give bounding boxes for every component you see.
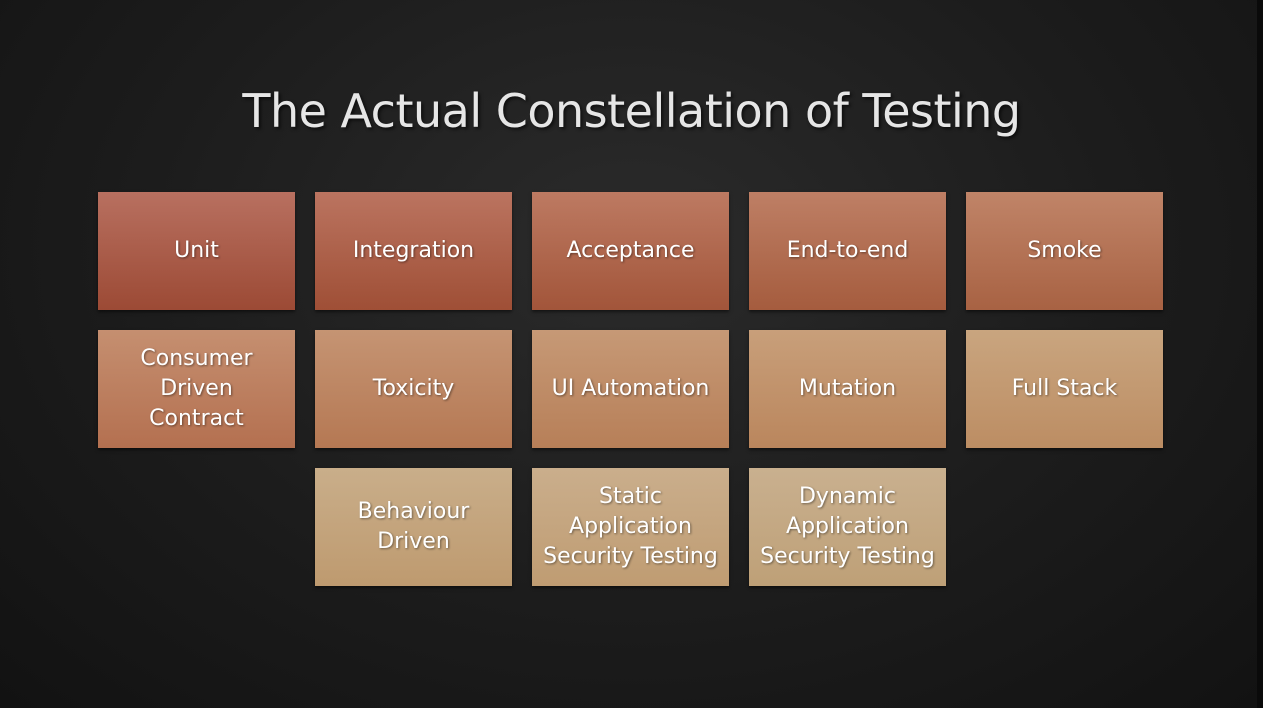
tile-label: Smoke <box>1027 238 1102 263</box>
tile-unit <box>98 192 295 310</box>
tile-integration <box>315 192 512 310</box>
tile-consumer-driven-contract <box>98 330 295 448</box>
tile-label: Dynamic Application Security Testing <box>760 484 935 569</box>
tile-end-to-end <box>749 192 946 310</box>
tile-dast <box>749 468 946 586</box>
tile-label: Acceptance <box>566 238 695 263</box>
tile-label: Toxicity <box>372 376 455 401</box>
tile-label: Static Application Security Testing <box>543 484 718 569</box>
tile-label: Integration <box>352 238 475 263</box>
tile-behaviour-driven <box>315 468 512 586</box>
slide-title: The Actual Constellation of Testing <box>242 84 1021 138</box>
tile-full-stack <box>966 330 1163 448</box>
tile-ui-automation <box>532 330 729 448</box>
tile-smoke <box>966 192 1163 310</box>
tile-label: End-to-end <box>786 238 909 263</box>
tile-label: UI Automation <box>551 376 710 401</box>
tile-label: Behaviour Driven <box>357 499 470 554</box>
tile-label: Full Stack <box>1011 376 1118 401</box>
tile-toxicity <box>315 330 512 448</box>
tile-mutation <box>749 330 946 448</box>
tile-label: Unit <box>174 238 219 263</box>
tile-acceptance <box>532 192 729 310</box>
tile-label: Consumer Driven Contract <box>140 346 253 431</box>
tile-label: Mutation <box>798 376 897 401</box>
tile-sast <box>532 468 729 586</box>
